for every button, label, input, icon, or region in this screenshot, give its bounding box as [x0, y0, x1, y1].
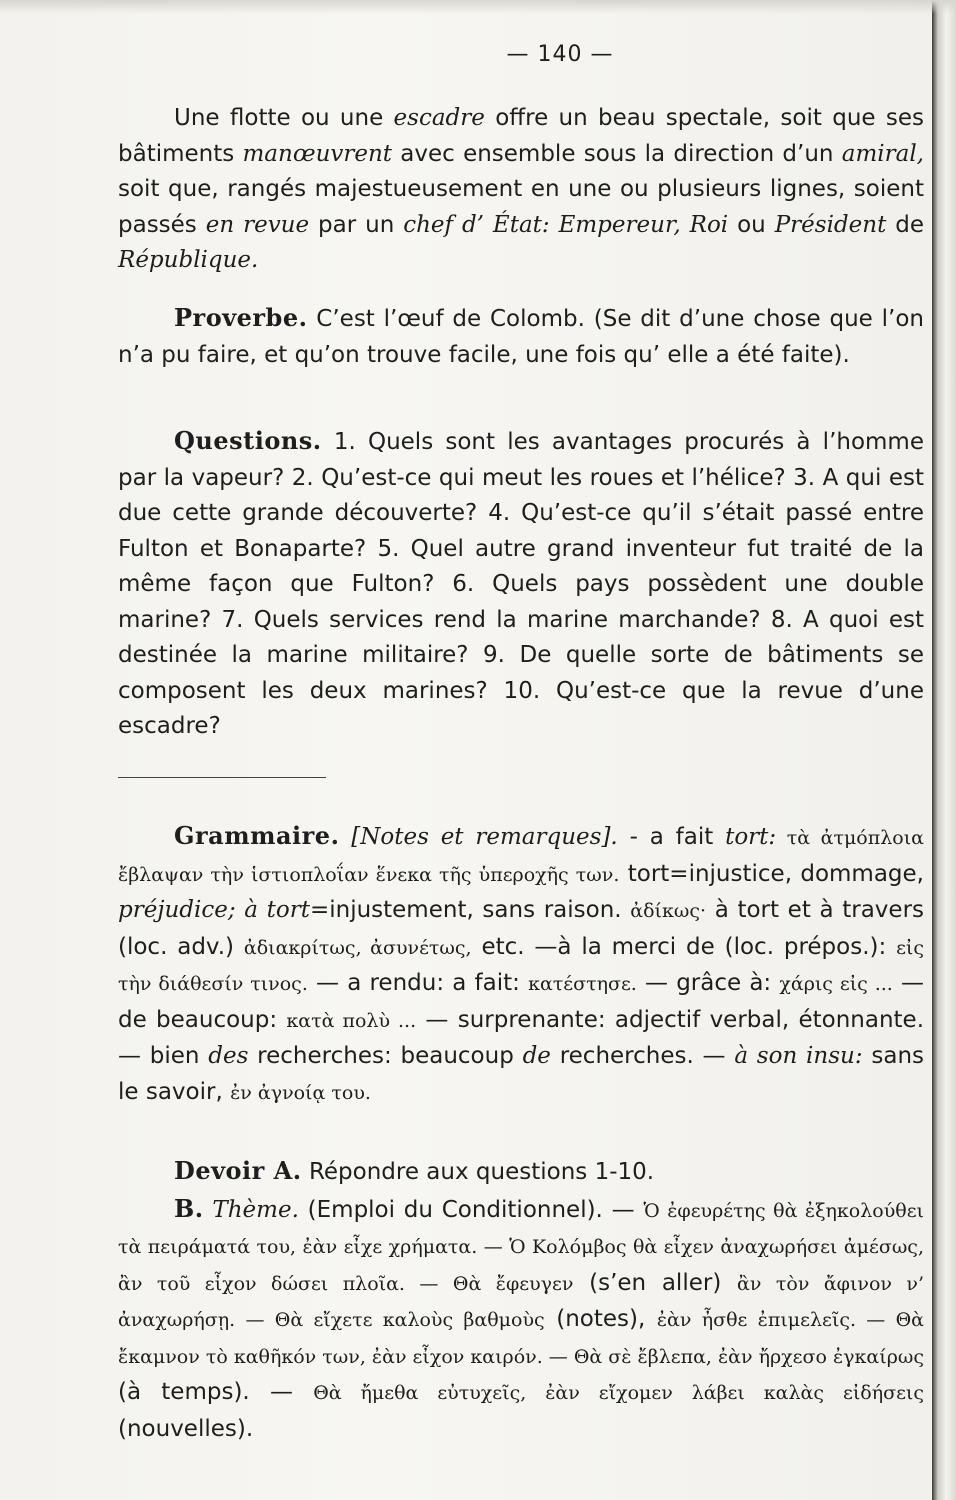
- section-divider: [118, 777, 326, 778]
- proverbe-label: Proverbe.: [174, 303, 308, 332]
- devoir-a-label: Devoir A.: [174, 1156, 302, 1185]
- questions-paragraph: Questions. 1. Quels sont les avantages procurés à l’homme par la vapeur? 2. Qu’est-ce qui meut les roues et l’hélice? 3. A qui est due cette grande découverte? 4. Qu’est-ce qu’il s’était passé entre Fulton et Bonaparte? 5. Quel autre grand inventeur fut traité de la même façon que Fulton? 6. Quels pays possèdent une double marine? 7. Quels services rend la marine marchande? 8. A quoi est destinée la marine militaire? 9. De quelle sorte de bâtiments se composent les deux marines? 10. Qu’est-ce que la revue d’une escadre?: [118, 426, 924, 739]
- page-edge: [932, 0, 956, 1500]
- top-shadow: [0, 0, 956, 14]
- page-number: — 140 —: [506, 42, 614, 67]
- grammaire-paragraph: Grammaire. [Notes et remarques]. - a fait tort: τὰ ἀτμόπλοια ἔβλαψαν τὴν ἱστιοπλοΐαν ἕνεκα τῆς ὑπεροχῆς των. tort=injustice, dommage, préjudice; à tort=injustement, sans raison. ἀδίκως· à tort et à travers (loc. adv.) ἀδιακρίτως, ἀσυνέτως, etc. —à la merci de (loc. prépos.): εἰς τὴν διάθεσίν τινος. — a rendu: a fait: κατέστησε. — grâce à: χάρις εἰς ... — de beaucoup: κατὰ πολὺ ... — surprenante: adjectif verbal, étonnante. — bien des recherches: beaucoup de recherches. — à son insu: sans le savoir, ἐν ἀγνοίᾳ του.: [118, 821, 925, 1105]
- devoir-paragraph: Devoir A. Répondre aux questions 1-10. B. Thème. (Emploi du Conditionnel). — Ὁ ἐφευρέτης θὰ ἐξηκολούθει τὰ πειράματά του, ἐὰν εἶχε χρήματα. — Ὁ Κολόμβος θὰ εἶχεν ἀναχωρήσει ἀμέσως, ἂν τοῦ εἶχον δώσει πλοῖα. — Θὰ ἔφευγεν (s’en aller) ἂν τὸν ἄφινον ν’ ἀναχωρήσῃ. — Θὰ εἴχετε καλοὺς βαθμοὺς (notes), ἐὰν ἦσθε ἐπιμελεῖς. — Θὰ ἔκαμνον τὸ καθῆκόν των, ἐὰν εἶχον καιρόν. — Θὰ σὲ ἔβλεπα, ἐὰν ἤρχεσο ἐγκαίρως (à temps). — Θὰ ἤμεθα εὐτυχεῖς, ἐὰν εἴχομεν λάβει καλὰς εἰδήσεις (nouvelles).: [118, 1156, 925, 1442]
- questions-label: Questions.: [174, 426, 322, 455]
- grammaire-label: Grammaire.: [174, 821, 340, 850]
- intro-paragraph: Une flotte ou une escadre offre un beau spectale, soit que ses bâtiments manœuvrent avec ensemble sous la direction d’un amiral, soit que, rangés majestueusement en une ou plusieurs lignes, soient passés en revue par un chef d’ État: Empereur, Roi ou Président de République.: [118, 105, 925, 273]
- proverbe-paragraph: Proverbe. C’est l’œuf de Colomb. (Se dit d’une chose que l’on n’a pu faire, et qu’on trouve facile, une fois qu’ elle a été faite).: [118, 303, 924, 368]
- devoir-b-label: B.: [174, 1193, 204, 1223]
